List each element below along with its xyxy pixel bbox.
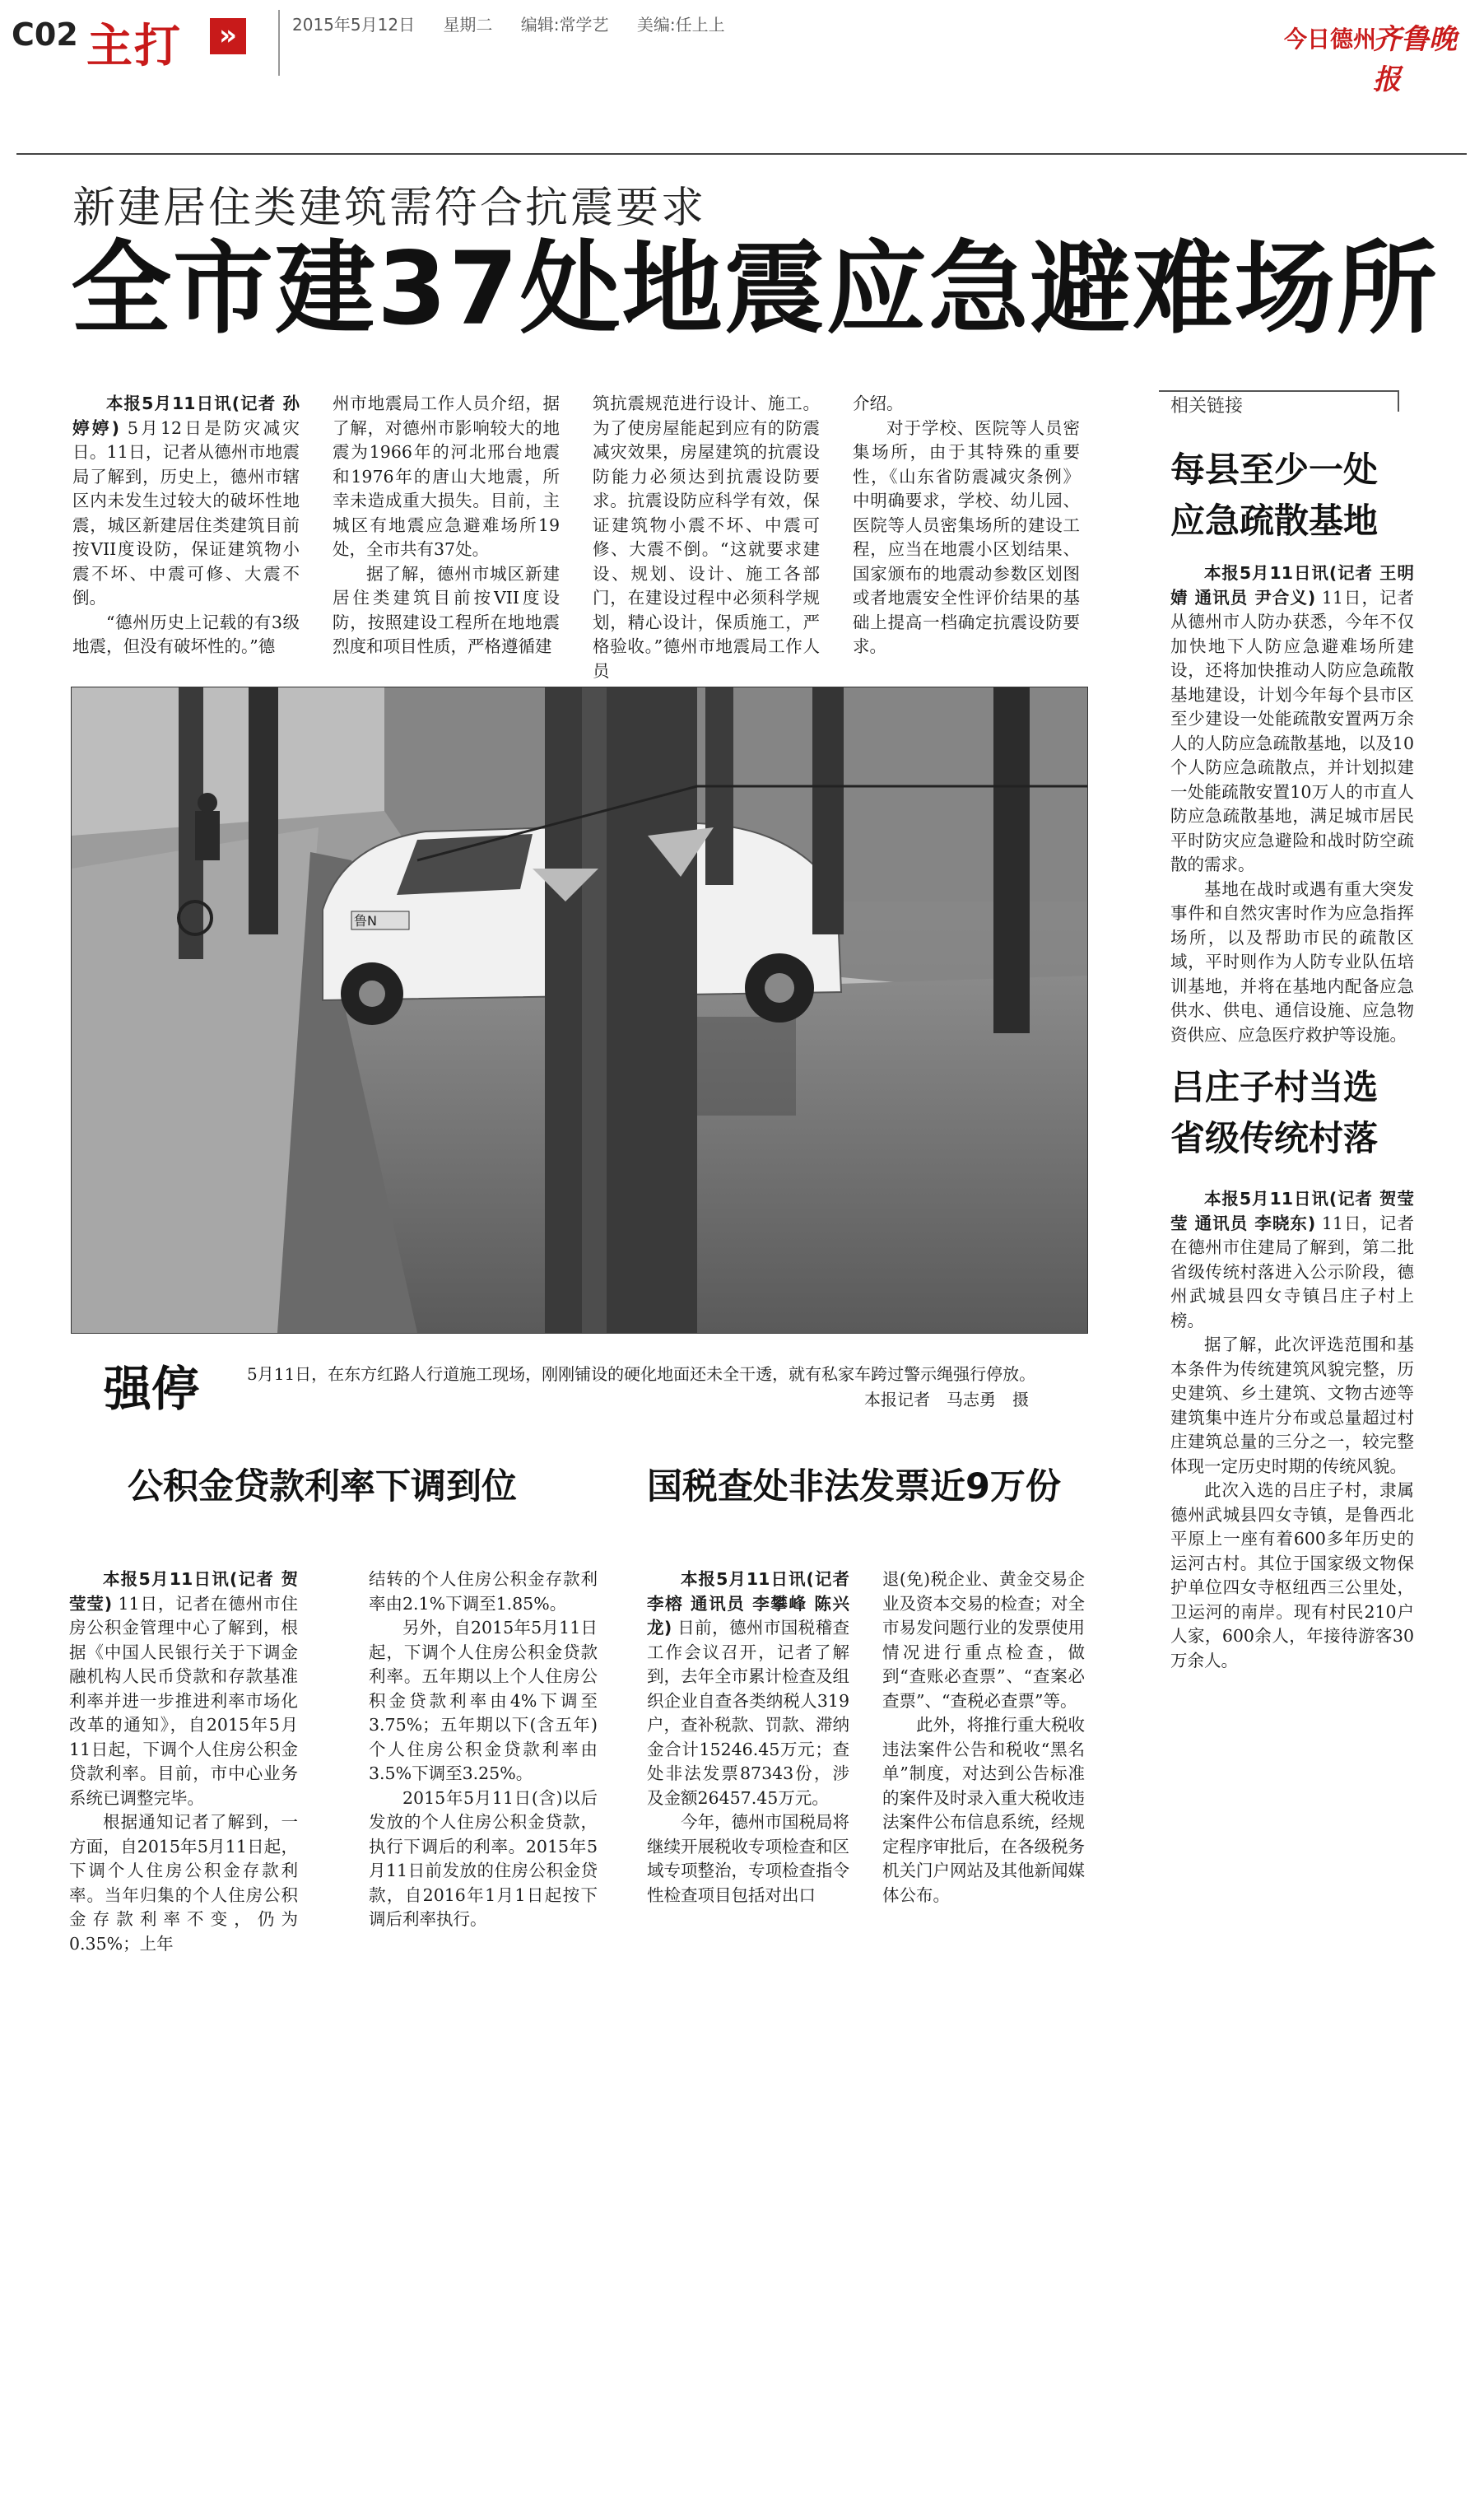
paragraph: 11日，记者在德州市住房公积金管理中心了解到，根据《中国人民银行关于下调金融机构人民币贷款和存款基准利率并进一步推进利率市场化改革的通知》，自2015年5月11日起，下调个人住房公积金贷款利率。目前，市中心业务系统已调整完毕。	[69, 1593, 298, 1808]
byline: 本报5月11日讯(记者 李榕 通讯员 李攀峰 陈兴龙)	[647, 1569, 849, 1638]
paragraph: 据了解，此次评选范围和基本条件为传统建筑风貌完整，历史建筑、乡土建筑、文物古迹等建筑集中连片分布或总量超过村庄建筑总量的三分之一，较完整体现一定历史时期的传统风貌。	[1170, 1335, 1414, 1476]
street-scene-image	[72, 687, 1087, 1333]
license-plate: 鲁N	[354, 913, 377, 929]
main-column-3	[593, 392, 820, 683]
paragraph: 此外，将推行重大税收违法案件公告和税收“黑名单”制度，对达到公告标准的案件及时录入重大税收违法案件公布信息系统，经规定程序审批后，在各级税务机关门户网站及其他新闻媒体公布。	[882, 1715, 1085, 1905]
main-subtitle: 新建居住类建筑需符合抗震要求	[72, 184, 707, 233]
section-arrow-icon: »	[210, 18, 246, 54]
side-story1-title-line2: 应急疏散基地	[1170, 501, 1379, 541]
section-title: 主打	[86, 20, 182, 73]
paragraph: 退(免)税企业、黄金交易企业及资本交易的检查；对全市易发问题行业的发票使用情况进行重点检查，做到“查账必查票”、“查案必查票”、“查税必查票”等。	[882, 1569, 1085, 1711]
paragraph: 11日，记者在德州市住建局了解到，第二批省级传统村落进入公示阶段，德州武城县四女寺镇吕庄子村上榜。	[1170, 1213, 1414, 1330]
paragraph: 基地在战时或遇有重大突发事件和自然灾害时作为应急指挥场所，以及帮助市民的疏散区域，平时则作为人防专业队伍培训基地，并将在基地内配备应急供水、供电、通信设施、应急物资供应、应急医疗救护等设施。	[1170, 878, 1414, 1045]
header-info	[292, 12, 748, 35]
issue-date: 2015年5月12日	[292, 15, 416, 35]
side-story2-title	[1170, 1062, 1378, 1164]
paragraph: 据了解，德州市城区新建居住类建筑目前按VII度设防，按照建设工程所在地地震烈度和项目性质，严格遵循建	[333, 563, 560, 656]
photo-credit: 本报记者 马志勇 摄	[864, 1390, 1029, 1409]
side-story2-title-line2: 省级传统村落	[1170, 1118, 1379, 1158]
tax-column-2	[882, 1568, 1085, 1908]
edition-name: 今日德州	[1284, 26, 1377, 53]
news-photo	[71, 687, 1088, 1334]
tax-column-1	[647, 1568, 849, 1908]
gjj-headline: 公积金贷款利率下调到位	[128, 1466, 517, 1507]
paragraph: “德州历史上记载的有3级地震，但没有破坏性的。”德	[72, 612, 300, 656]
paragraph: 介绍。	[853, 394, 904, 413]
paragraph: 今年，德州市国税局将继续开展税收专项检查和区域专项整治，专项检查指令性检查项目包括对出口	[647, 1812, 849, 1905]
paragraph: 11日，记者从德州市人防办获悉，今年不仅加快地下人防应急避难场所建设，还将加快推动人防应急疏散基地建设，计划今年每个县市区至少建设一处能疏散安置两万余人的人防应急疏散基地，以及10个人防应急疏散点，并计划拟建一处能疏散安置10万人的市直人防应急疏散基地，满足城市居民平时防灾应急避险和战时防空疏散的需求。	[1170, 587, 1414, 874]
paragraph: 另外，自2015年5月11日起，下调个人住房公积金贷款利率。五年期以上个人住房公积金贷款利率由4%下调至3.75%；五年期以下(含五年)个人住房公积金贷款利率由3.5%下调至3.25%。	[369, 1618, 598, 1783]
header-rule	[16, 153, 1467, 155]
newspaper-logo: 齐鲁晚报	[1373, 23, 1457, 96]
side-story1-title	[1170, 445, 1378, 547]
issue-weekday: 星期二	[443, 15, 493, 35]
side-story2-title-line1: 吕庄子村当选	[1170, 1067, 1379, 1107]
side-story1-title-line1: 每县至少一处	[1170, 450, 1379, 490]
byline: 本报5月11日讯(记者 贺莹莹)	[69, 1569, 298, 1614]
gjj-column-1	[69, 1568, 298, 1956]
tax-headline: 国税查处非法发票近9万份	[647, 1466, 1061, 1507]
paragraph: 对于学校、医院等人员密集场所，由于其特殊的重要性，《山东省防震减灾条例》中明确要求，学校、幼儿园、医院等人员密集场所的建设工程，应当在地震小区划结果、国家颁布的地震动参数区划图或者地震安全性评价结果的基础上提高一档确定抗震设防要求。	[853, 417, 1080, 656]
paragraph: 结转的个人住房公积金存款利率由2.1%下调至1.85%。	[369, 1569, 598, 1614]
designer-credit: 美编:任上上	[636, 15, 725, 35]
photo-title: 强停	[104, 1361, 200, 1417]
main-column-4	[853, 392, 1080, 659]
main-column-1	[72, 392, 300, 659]
main-headline: 全市建37处地震应急避难场所	[71, 231, 1439, 347]
byline: 本报5月11日讯(记者 王明婧 通讯员 尹合义)	[1170, 563, 1414, 608]
side-story2-body	[1170, 1187, 1414, 1673]
page-number: C02	[12, 16, 78, 53]
paragraph: 日前，德州市国税稽查工作会议召开，记者了解到，去年全市累计检查及组织企业自查各类纳税人319户，查补税款、罚款、滞纳金合计15246.45万元；查处非法发票87343份，涉及金额26457.45万元。	[647, 1618, 849, 1808]
byline: 本报5月11日讯(记者 贺莹莹 通讯员 李晓东)	[1170, 1189, 1414, 1233]
header-divider	[278, 10, 280, 76]
main-column-2	[333, 392, 560, 659]
gjj-column-2	[369, 1568, 598, 1932]
paragraph: 根据通知记者了解到，一方面，自2015年5月11日起，下调个人住房公积金存款利率。当年归集的个人住房公积金存款利率不变，仍为0.35%；上年	[69, 1812, 298, 1954]
related-links-label: 相关链接	[1170, 396, 1244, 417]
paragraph: 筑抗震规范进行设计、施工。为了使房屋能起到应有的防震减灾效果，房屋建筑的抗震设防能力必须达到抗震设防要求。抗震设防应科学有效，保证建筑物小震不坏、中震可修、大震不倒。“这就要求建设、规划、设计、施工各部门，在建设过程中必须科学规划，精心设计，保质施工，严格验收。”德州市地震局工作人员	[593, 394, 820, 681]
side-story1-body	[1170, 561, 1414, 1047]
byline: 本报5月11日讯(记者 孙婷婷)	[72, 394, 300, 438]
paragraph: 州市地震局工作人员介绍，据了解，对德州市影响较大的地震为1966年的河北邢台地震和1976年的唐山大地震，所幸未造成重大损失。目前，主城区有地震应急避难场所19处，全市共有37处。	[333, 394, 560, 559]
paragraph: 2015年5月11日(含)以后发放的个人住房公积金贷款，执行下调后的利率。2015年5月11日前发放的住房公积金贷款，自2016年1月1日起按下调后利率执行。	[369, 1787, 598, 1929]
photo-caption: 5月11日，在东方红路人行道施工现场，刚刚铺设的硬化地面还未全干透，就有私家车跨过警示绳强行停放。	[247, 1364, 1036, 1384]
paragraph: 此次入选的吕庄子村，隶属德州武城县四女寺镇，是鲁西北平原上一座有着600多年历史的运河古村。其位于国家级文物保护单位四女寺枢纽西三公里处，卫运河的南岸。现有村民210户人家，600余人，年接待游客30万余人。	[1170, 1480, 1414, 1670]
paragraph: 5月12日是防灾减灾日。11日，记者从德州市地震局了解到，历史上，德州市辖区内未发生过较大的破坏性地震，城区新建居住类建筑目前按VII度设防，保证建筑物小震不坏、中震可修、大震不倒。	[72, 417, 300, 608]
editor-credit: 编辑:常学艺	[520, 15, 609, 35]
